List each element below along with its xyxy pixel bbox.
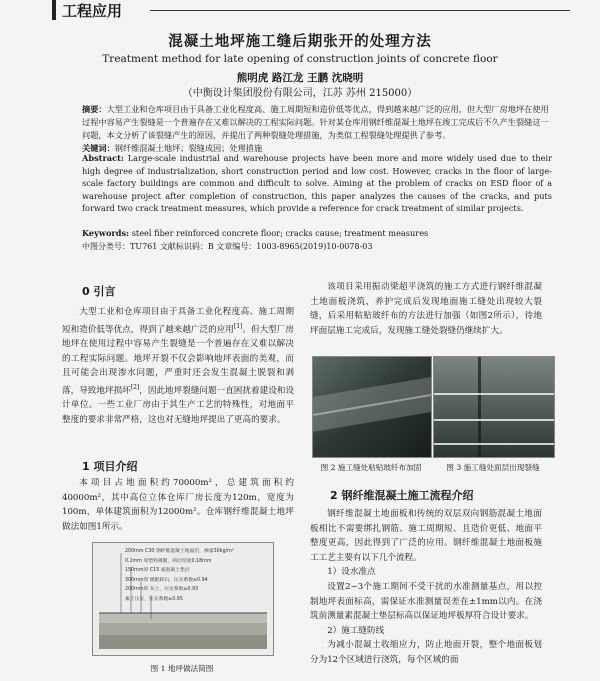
figure-2-caption: 图 2 施工缝处粘贴玻纤布加固 xyxy=(320,463,422,472)
figure-3-caption: 图 3 施工缝处面层出现裂缝 xyxy=(446,463,540,472)
step-2-title: 2）施工缝防线 xyxy=(327,625,385,636)
intro-ref-1: [1] xyxy=(233,322,243,330)
right-top-text: 该项目采用振动梁超平浇筑的施工方式进行钢纤维混凝土地面板浇筑，养护完成后发现地面施工缝处出现较大裂缝，后采用粘贴玻纤布的方法进行加强（如图2所示），待地坪面层施工完成后，发现施工缝处裂缝仍继续扩大。 xyxy=(310,282,542,336)
keywords-en-label: Keywords: xyxy=(82,228,130,238)
section-tag: 工程应用 xyxy=(52,0,152,20)
figure-3-photo xyxy=(434,357,554,457)
fig1-layer-5: 200mm厚 灰土，压实系数≥0.93 xyxy=(125,587,199,592)
keywords-en xyxy=(82,228,552,238)
fig1-layer-2: 0.2mm 厚塑料薄膜，两层厚度0.18mm xyxy=(125,558,212,564)
title-en: Treatment method for late opening of construction joints of concrete floor xyxy=(102,53,498,65)
heading-intro: 0 引言 xyxy=(82,285,116,298)
keywords-cn-label: 关键词： xyxy=(82,143,115,153)
abstract-cn-text: 大型工业和仓库项目由于具备工业化程度高、施工周期短和造价低等优点，得到越来越广泛的应用，但大型厂房地坪在使用过程中容易产生裂缝是一个普遍存在又难以解决的工程实际问题。针对某仓库用钢纤维混凝土地坪在竣工完成后不久产生裂缝这一问题，本文分析了该裂缝产生的原因，并提出了两种裂缝处理措施，为类似工程裂缝处理提供了参考。 xyxy=(82,104,549,140)
project-paragraph xyxy=(62,476,294,534)
header-rule xyxy=(150,10,570,11)
project-text: 本项目占地面积约70000m²，总建筑面积约40000m²，其中高位立体仓库厂房长度为120m，宽度为100m，单体建筑面积为12000m²。仓库钢纤维混凝土地坪做法如图1所示。 xyxy=(62,478,294,532)
heading-process: 2 钢纤维混凝土施工流程介绍 xyxy=(330,489,474,502)
step-1-title: 1）设水准点 xyxy=(327,567,376,578)
right-top-paragraph xyxy=(310,280,542,338)
abstract-cn xyxy=(82,103,552,155)
fig1-layer-3: 150mm厚 C15 素混凝土垫层 xyxy=(125,568,190,573)
fig1-layer-4: 300mm厚 级配碎石，压实系数≥0.94 xyxy=(125,577,208,583)
figure-2 xyxy=(312,356,432,458)
figure-3 xyxy=(433,356,555,458)
keywords-en-text: steel fiber reinforced concrete floor; cracks cause; treatment measures xyxy=(131,228,429,238)
abstract-en xyxy=(82,152,552,215)
step-2-text: 为减小混凝土收缩应力，防止地面开裂，整个地面板划分为12个区域进行浇筑，每个区域的面 xyxy=(310,640,542,665)
process-section xyxy=(310,507,542,668)
affiliation: （中衡设计集团股份有限公司，江苏 苏州 215000） xyxy=(182,88,418,99)
process-text: 钢纤维混凝土地面板和传统的双层双向钢筋混凝土地面板相比不需要绑扎钢筋、施工周期短、且造价更低、地面平整度更高，因此得到了广泛的应用。钢纤维混凝土地面板施工工艺主要有以下几个流程。 xyxy=(310,509,542,563)
classification-line: 中图分类号：TU761 文献标识码：B 文章编号：1003-8965(2019)10-0078-03 xyxy=(82,242,373,251)
title-cn: 混凝土地坪施工缝后期张开的处理方法 xyxy=(168,34,432,50)
figure-1 xyxy=(92,542,274,656)
authors: 熊明虎 路江龙 王鹏 沈晓明 xyxy=(236,72,364,84)
abstract-cn-label: 摘要： xyxy=(82,104,107,114)
intro-text-b: 。但大型厂房地坪在使用过程中容易产生裂缝是一个普遍存在又难以解决的工程实际问题。地坪开裂不仅会影响地坪表面的美观，而且可能会出现渗水问题，严重时还会发生混凝土脱裂和剥落，导致地坪损坏 xyxy=(62,324,294,396)
heading-project: 1 项目介绍 xyxy=(82,460,138,473)
fig1-layer-6: 素土压实，压实系数≥0.95 xyxy=(125,596,183,602)
abstract-en-label: Abstract: xyxy=(82,153,124,163)
intro-paragraph xyxy=(62,305,294,427)
fig1-layer-1: 200mm C30 钢纤维混凝土地面层，掺量30kg/m³ xyxy=(125,549,234,554)
figure-2-photo xyxy=(313,357,431,457)
keywords-cn-text: 钢纤维混凝土地坪；裂缝成因；处理措施 xyxy=(114,143,263,153)
intro-text-a: 大型工业和仓库项目由于具备工业化程度高、施工周期短和造价低等优点，得到了越来越广泛的应用 xyxy=(62,307,294,335)
intro-ref-2: [2] xyxy=(130,383,140,391)
abstract-en-text: Large-scale industrial and warehouse projects have been more and more widely used due to their high degree of industrialization, short construction period and low cost. However, cracks in the floor of large-scale factory buildings are common and difficult to solve. Aiming at the problem of cracks on ESD floor of a warehouse project after completion of construction, this paper analyzes the causes of the cracks, and puts forward two crack treatment measures, which provide a reference for crack treatment of similar projects. xyxy=(82,153,552,213)
figure-1-caption: 图 1 地坪做法简图 xyxy=(150,664,214,673)
step-1-text: 设置2~3个施工期间不受干扰的水准测量基点，用以控制地坪表面标高，需保证水准测量误差在±1mm以内。在浇筑前测量素混凝土垫层标高以保证地坪板厚符合设计要求。 xyxy=(310,581,542,622)
intro-text-c: ，因此地坪裂缝问题一直困扰着建设和设计单位。一些工业厂房由于其生产工艺的特殊性，对地面平整度的要求非常严格，这也对无缝地坪提出了更高的要求。 xyxy=(62,385,294,425)
